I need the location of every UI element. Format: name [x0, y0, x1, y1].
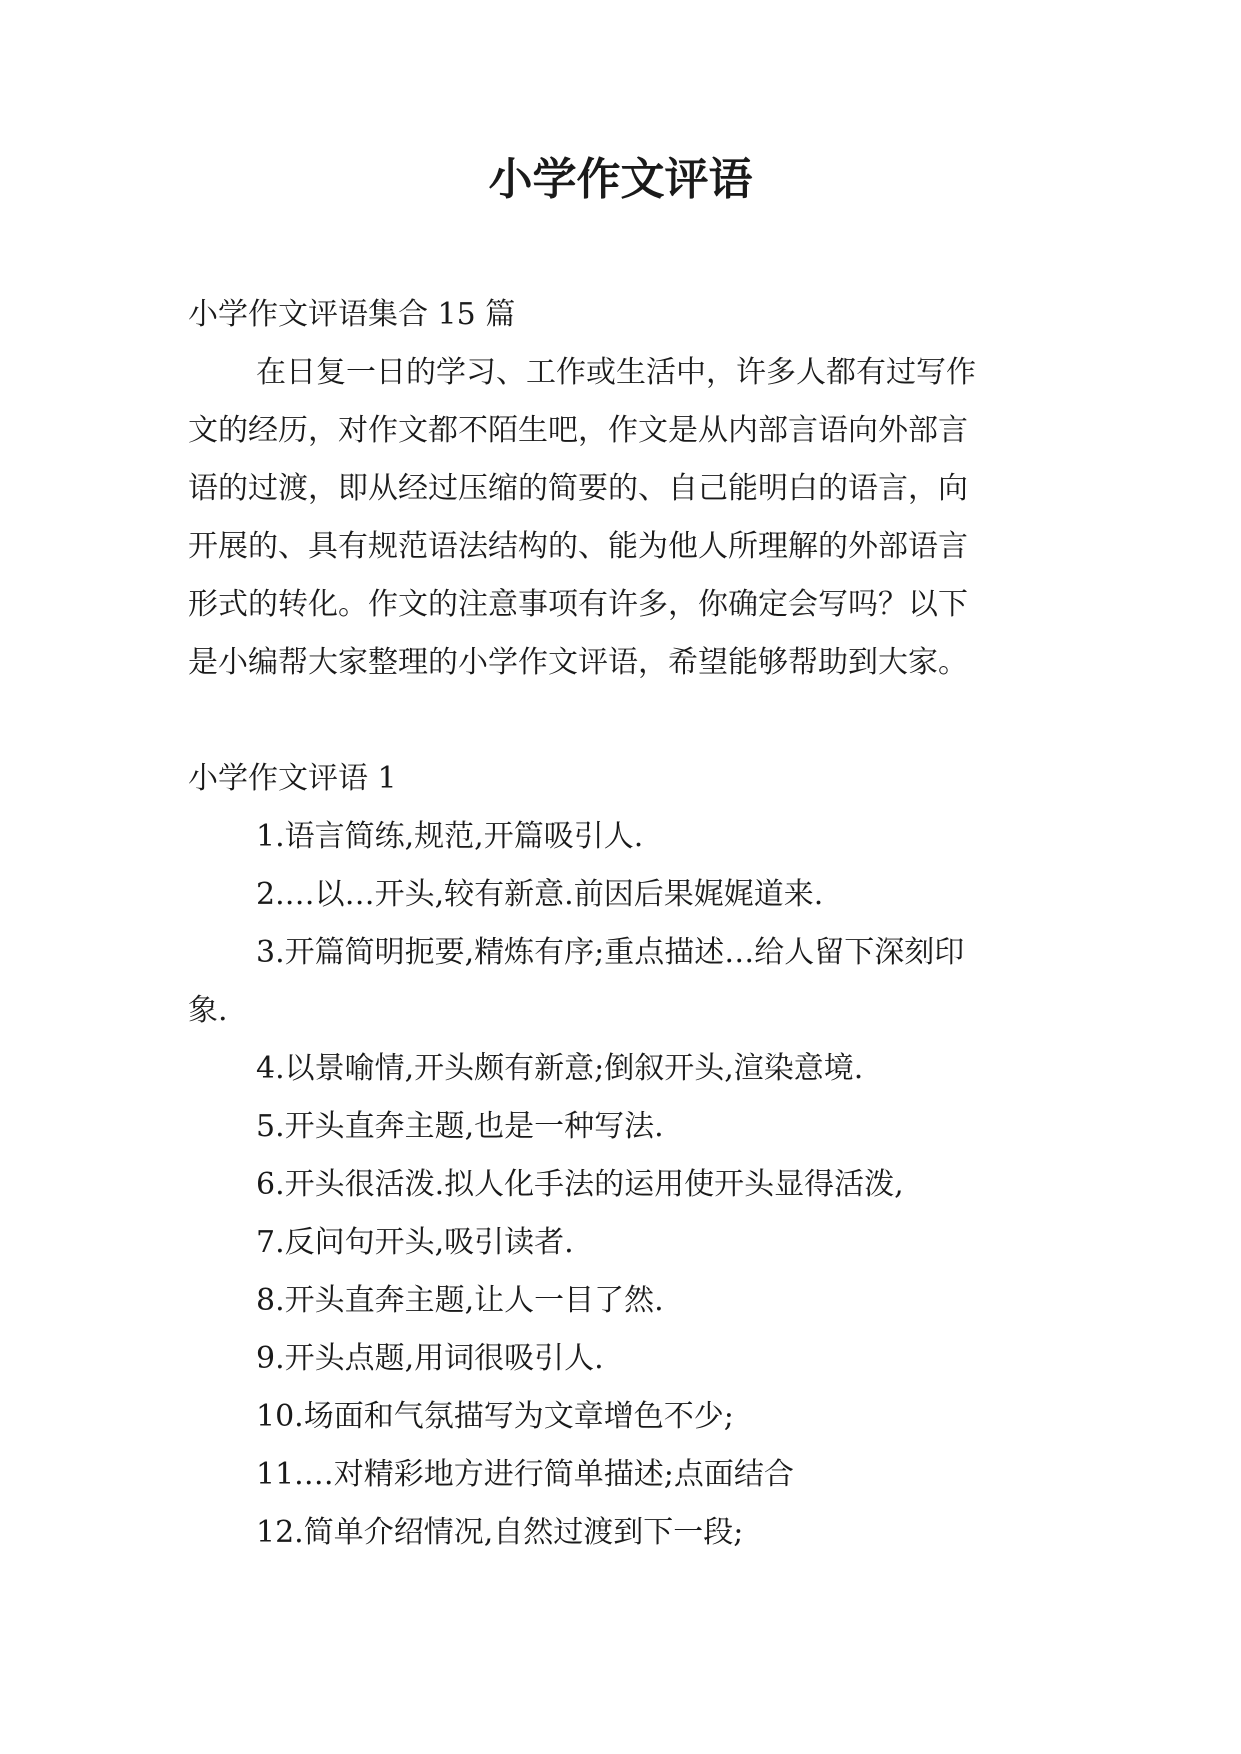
comment-item: 9.开头点题,用词很吸引人. [256, 1341, 604, 1376]
comment-item: 4.以景喻情,开头颇有新意;倒叙开头,渲染意境. [256, 1051, 864, 1086]
intro-line: 形式的转化。作文的注意事项有许多，你确定会写吗？以下 [188, 587, 968, 622]
document-subtitle: 小学作文评语集合 15 篇 [188, 297, 516, 332]
comment-item: 6.开头很活泼.拟人化手法的运用使开头显得活泼, [256, 1167, 904, 1202]
comment-item: 8.开头直奔主题,让人一目了然. [256, 1283, 664, 1318]
document-body [188, 286, 1068, 1562]
comment-item: 7.反问句开头,吸引读者. [256, 1225, 574, 1260]
comment-item: 5.开头直奔主题,也是一种写法. [256, 1109, 664, 1144]
comment-item: 12.简单介绍情况,自然过渡到下一段; [256, 1515, 744, 1550]
intro-line: 开展的、具有规范语法结构的、能为他人所理解的外部语言 [188, 529, 968, 564]
paragraph-spacer [188, 692, 1068, 750]
intro-paragraph [188, 344, 1068, 692]
intro-line: 语的过渡，即从经过压缩的简要的、自己能明白的语言，向 [188, 471, 968, 506]
intro-line: 文的经历，对作文都不陌生吧，作文是从内部言语向外部言 [188, 413, 968, 448]
comment-item: 10.场面和气氛描写为文章增色不少; [256, 1399, 734, 1434]
comment-item: 3.开篇简明扼要,精炼有序;重点描述…给人留下深刻印 [256, 935, 965, 970]
intro-line: 在日复一日的学习、工作或生活中，许多人都有过写作 [256, 355, 976, 390]
document-title: 小学作文评语 [488, 154, 753, 205]
section-heading: 小学作文评语 1 [188, 761, 397, 796]
comment-item-continuation: 象. [188, 993, 228, 1028]
comment-list [188, 808, 1068, 1562]
intro-line: 是小编帮大家整理的小学作文评语，希望能够帮助到大家。 [188, 645, 968, 680]
comment-item: 1.语言简练,规范,开篇吸引人. [256, 819, 644, 854]
comment-item: 2.…以…开头,较有新意.前因后果娓娓道来. [256, 877, 824, 912]
comment-item: 11.…对精彩地方进行简单描述;点面结合 [256, 1457, 794, 1492]
